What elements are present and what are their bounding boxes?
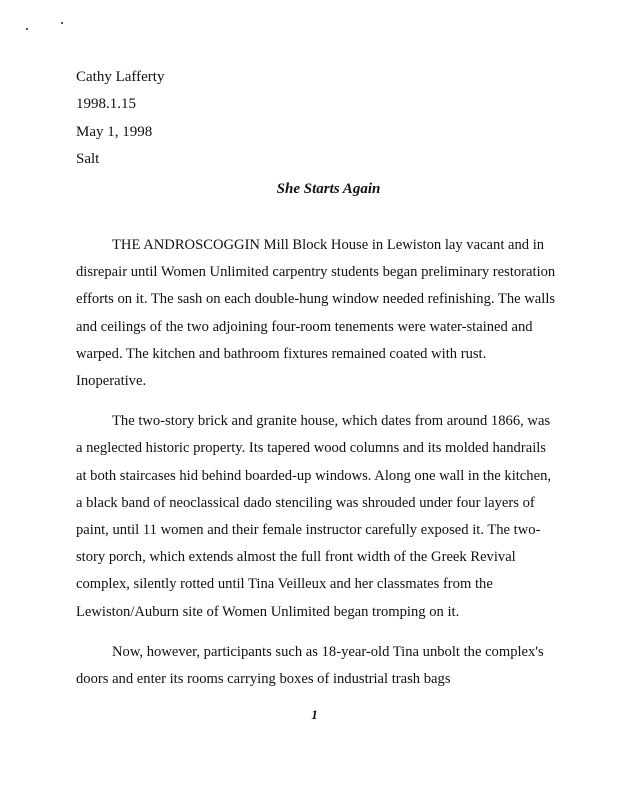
section-label: Salt xyxy=(76,151,100,167)
paragraph: THE ANDROSCOGGIN Mill Block House in Lewiston lay vacant and in disrepair until Women Unlimited carpentry students began preliminary restoration efforts on it. The sash on each double-hung window needed refinishing. The walls and ceilings of the two adjoining four-room tenements were water-stained and warped. The kitchen and bathroom fixtures remained coated with rust. Inoperative. xyxy=(76,237,556,390)
document-code: 1998.1.15 xyxy=(76,96,136,112)
scan-speck xyxy=(61,22,63,24)
scan-speck xyxy=(26,28,28,30)
page-number: 1 xyxy=(311,707,318,722)
article-title: She Starts Again xyxy=(276,181,381,197)
author-name: Cathy Lafferty xyxy=(76,69,165,85)
paragraph: The two-story brick and granite house, which dates from around 1866, was a neglected historic property. Its tapered wood columns and its molded handrails at both staircases hid behind boarded-up windows. Along one wall in the kitchen, a black band of neoclassical dado stenciling was shrouded under four layers of paint, until 11 women and their female instructor carefully exposed it. The two-story porch, which extends almost the full front width of the Greek Revival complex, silently rotted until Tina Veilleux and her classmates from the Lewiston/Auburn site of Women Unlimited began tromping on it. xyxy=(76,413,552,620)
paragraph: Now, however, participants such as 18-year-old Tina unbolt the complex's doors and enter its rooms carrying boxes of industrial trash bags xyxy=(76,643,544,688)
article-body xyxy=(76,232,556,706)
document-date: May 1, 1998 xyxy=(76,124,153,140)
